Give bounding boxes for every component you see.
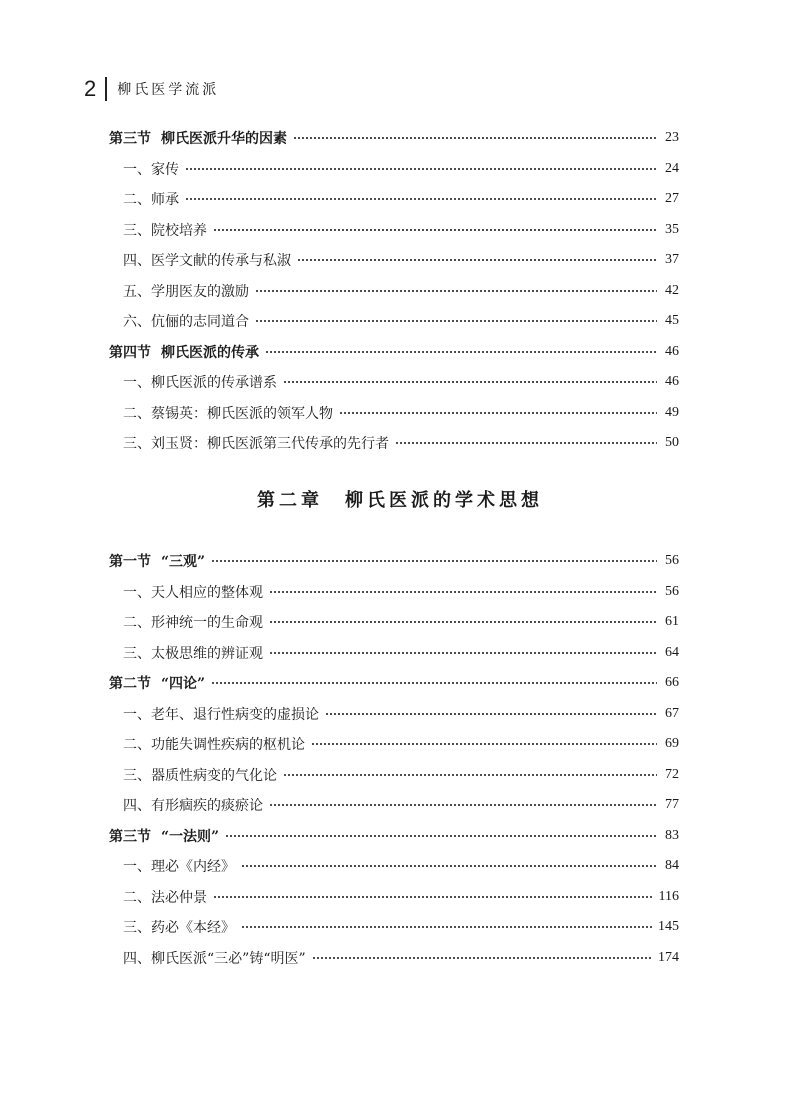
page-number: 2: [84, 76, 97, 101]
dot-leader: [311, 729, 657, 759]
entry-title: 三、太极思维的辨证观: [123, 645, 263, 662]
entry-title: 一、家传: [123, 161, 179, 178]
toc-section-entry[interactable]: [109, 337, 679, 368]
entry-page-number: 67: [665, 705, 679, 721]
toc-entry[interactable]: [109, 851, 679, 882]
dot-leader: [269, 638, 657, 668]
toc-entry[interactable]: [109, 699, 679, 730]
entry-page-number: 45: [665, 313, 679, 329]
entry-page-number: 61: [665, 614, 679, 630]
entry-page-number: 84: [665, 858, 679, 874]
entry-title: 四、柳氏医派“三必”铸“明医”: [123, 950, 306, 967]
entry-title: 六、伉俪的志同道合: [123, 314, 249, 331]
toc-part-1: [109, 123, 679, 459]
entry-title: 一、柳氏医派的传承谱系: [123, 375, 277, 392]
toc-entry[interactable]: [109, 306, 679, 337]
dot-leader: [269, 607, 657, 637]
entry-page-number: 66: [665, 675, 679, 691]
entry-title: 二、功能失调性疾病的枢机论: [123, 737, 305, 754]
entry-page-number: 64: [665, 644, 679, 660]
toc-entry[interactable]: [109, 367, 679, 398]
entry-title: 柳氏医派的传承: [161, 344, 259, 361]
toc-entry[interactable]: [109, 398, 679, 429]
entry-page-number: 42: [665, 282, 679, 298]
entry-title: 三、刘玉贤：柳氏医派第三代传承的先行者: [123, 436, 389, 453]
toc-entry[interactable]: [109, 154, 679, 185]
entry-title: 一、天人相应的整体观: [123, 584, 263, 601]
toc-entry[interactable]: [109, 760, 679, 791]
dot-leader: [312, 943, 652, 973]
dot-leader: [213, 882, 653, 912]
toc-entry[interactable]: [109, 943, 679, 974]
section-label: 第四节: [109, 344, 151, 361]
running-header: [84, 76, 219, 102]
dot-leader: [269, 577, 657, 607]
entry-title: 一、老年、退行性病变的虚损论: [123, 706, 319, 723]
entry-page-number: 50: [665, 435, 679, 451]
dot-leader: [283, 367, 657, 397]
entry-page-number: 24: [665, 160, 679, 176]
dot-leader: [297, 245, 657, 275]
entry-title: 一、理必《内经》: [123, 859, 235, 876]
entry-page-number: 23: [665, 130, 679, 146]
toc-entry[interactable]: [109, 638, 679, 669]
dot-leader: [255, 306, 657, 336]
entry-page-number: 174: [658, 949, 679, 965]
toc-part-2: [109, 546, 679, 973]
chapter-label: 第二章: [257, 490, 323, 511]
entry-title: 二、蔡锡英：柳氏医派的领军人物: [123, 405, 333, 422]
dot-leader: [339, 398, 657, 428]
dot-leader: [269, 790, 657, 820]
toc-section-entry[interactable]: [109, 123, 679, 154]
section-label: 第三节: [109, 828, 151, 845]
dot-leader: [211, 668, 657, 698]
dot-leader: [185, 154, 657, 184]
entry-page-number: 72: [665, 766, 679, 782]
dot-leader: [293, 123, 657, 153]
toc-entry[interactable]: [109, 607, 679, 638]
entry-page-number: 46: [665, 343, 679, 359]
toc-entry[interactable]: [109, 912, 679, 943]
dot-leader: [241, 851, 657, 881]
entry-page-number: 145: [658, 919, 679, 935]
toc-entry[interactable]: [109, 184, 679, 215]
toc-entry[interactable]: [109, 215, 679, 246]
dot-leader: [225, 821, 657, 851]
toc-section-entry[interactable]: [109, 546, 679, 577]
dot-leader: [265, 337, 657, 367]
book-title: 柳氏医学流派: [117, 82, 220, 98]
entry-title: 三、院校培养: [123, 222, 207, 239]
entry-title: 四、医学文献的传承与私淑: [123, 253, 291, 270]
entry-page-number: 56: [665, 553, 679, 569]
entry-page-number: 49: [665, 404, 679, 420]
entry-page-number: 116: [658, 888, 679, 904]
dot-leader: [395, 428, 657, 458]
entry-title: 二、法必仲景: [123, 889, 207, 906]
entry-page-number: 56: [665, 583, 679, 599]
entry-title: 二、师承: [123, 192, 179, 209]
entry-title: 柳氏医派升华的因素: [161, 131, 287, 148]
entry-title: 三、药必《本经》: [123, 920, 235, 937]
toc-entry[interactable]: [109, 882, 679, 913]
entry-page-number: 83: [665, 827, 679, 843]
entry-title: “三观”: [161, 554, 206, 571]
chapter-title: 柳氏医派的学术思想: [345, 490, 543, 511]
entry-title: 三、器质性病变的气化论: [123, 767, 277, 784]
chapter-heading: [0, 486, 800, 512]
toc-entry[interactable]: [109, 577, 679, 608]
entry-page-number: 35: [665, 221, 679, 237]
toc-entry[interactable]: [109, 790, 679, 821]
toc-entry[interactable]: [109, 276, 679, 307]
header-divider: [105, 77, 107, 101]
entry-page-number: 77: [665, 797, 679, 813]
dot-leader: [211, 546, 657, 576]
entry-title: 四、有形痼疾的痰瘀论: [123, 798, 263, 815]
entry-title: “四论”: [161, 676, 206, 693]
toc-entry[interactable]: [109, 245, 679, 276]
toc-entry[interactable]: [109, 428, 679, 459]
dot-leader: [283, 760, 657, 790]
entry-page-number: 69: [665, 736, 679, 752]
entry-page-number: 37: [665, 252, 679, 268]
toc-entry[interactable]: [109, 729, 679, 760]
entry-title: 五、学朋医友的激励: [123, 283, 249, 300]
entry-page-number: 27: [665, 191, 679, 207]
section-label: 第一节: [109, 554, 151, 571]
dot-leader: [241, 912, 652, 942]
section-label: 第二节: [109, 676, 151, 693]
toc-section-entry[interactable]: [109, 668, 679, 699]
dot-leader: [325, 699, 657, 729]
dot-leader: [185, 184, 657, 214]
toc-section-entry[interactable]: [109, 821, 679, 852]
section-label: 第三节: [109, 131, 151, 148]
entry-title: “一法则”: [161, 828, 220, 845]
entry-title: 二、形神统一的生命观: [123, 615, 263, 632]
dot-leader: [213, 215, 657, 245]
entry-page-number: 46: [665, 374, 679, 390]
dot-leader: [255, 276, 657, 306]
